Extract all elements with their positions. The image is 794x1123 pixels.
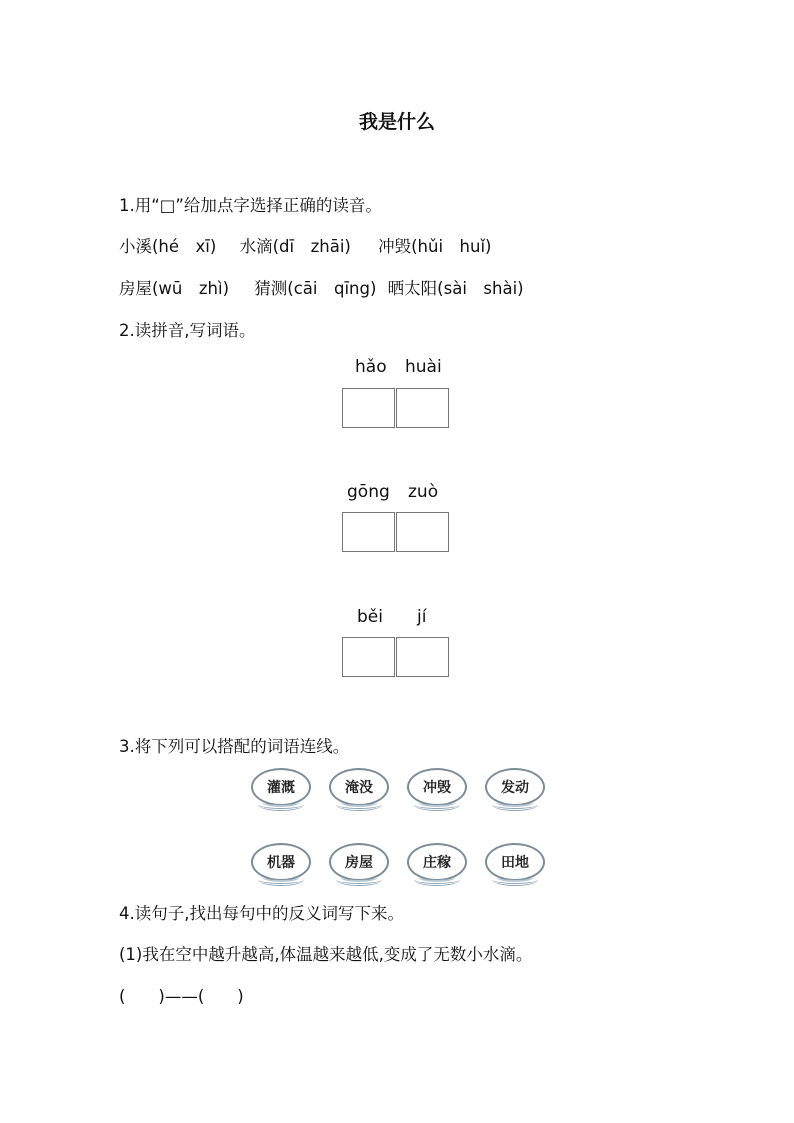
word-oval[interactable]: 机器 (251, 843, 311, 881)
q1-item: 水滴(dī zhāi) (239, 237, 351, 256)
word-oval[interactable]: 冲毁 (407, 768, 467, 806)
write-box[interactable] (342, 512, 395, 552)
q1-item: 房屋(wū zhì) (119, 279, 230, 298)
q1-item: 晒太阳(sài shài) (387, 279, 524, 298)
q1-row2 (119, 275, 524, 299)
q4-heading: 4.读句子,找出每句中的反义词写下来。 (119, 904, 404, 923)
pinyin: běi (357, 607, 383, 627)
q1-row1 (119, 233, 491, 257)
page-title: 我是什么 (358, 111, 435, 133)
q1-item: 小溪(hé xī) (119, 237, 217, 256)
pinyin: huài (405, 357, 442, 377)
word-oval[interactable]: 淹没 (329, 768, 389, 806)
q4-sentence: (1)我在空中越升越高,体温越来越低,变成了无数小水滴。 (119, 945, 533, 964)
pinyin: hǎo (355, 357, 387, 377)
q4-answer-blank[interactable]: ( )——( ) (119, 987, 244, 1006)
pinyin: zuò (408, 482, 439, 502)
pinyin: jí (417, 607, 427, 627)
word-oval[interactable]: 房屋 (329, 843, 389, 881)
write-box[interactable] (396, 637, 449, 677)
q1-heading: 1.用“□”给加点字选择正确的读音。 (119, 196, 382, 215)
word-oval[interactable]: 田地 (485, 843, 545, 881)
word-oval[interactable]: 发动 (485, 768, 545, 806)
q2-heading: 2.读拼音,写词语。 (119, 321, 256, 340)
write-box[interactable] (396, 512, 449, 552)
write-box[interactable] (396, 388, 449, 428)
write-box[interactable] (342, 388, 395, 428)
word-oval[interactable]: 庄稼 (407, 843, 467, 881)
pinyin: gōng (347, 482, 390, 502)
write-box[interactable] (342, 637, 395, 677)
word-oval[interactable]: 灌溉 (251, 768, 311, 806)
q1-item: 猜测(cāi qīng) (254, 279, 377, 298)
q1-item: 冲毁(hǔi huǐ) (378, 237, 492, 256)
q3-heading: 3.将下列可以搭配的词语连线。 (119, 737, 350, 756)
